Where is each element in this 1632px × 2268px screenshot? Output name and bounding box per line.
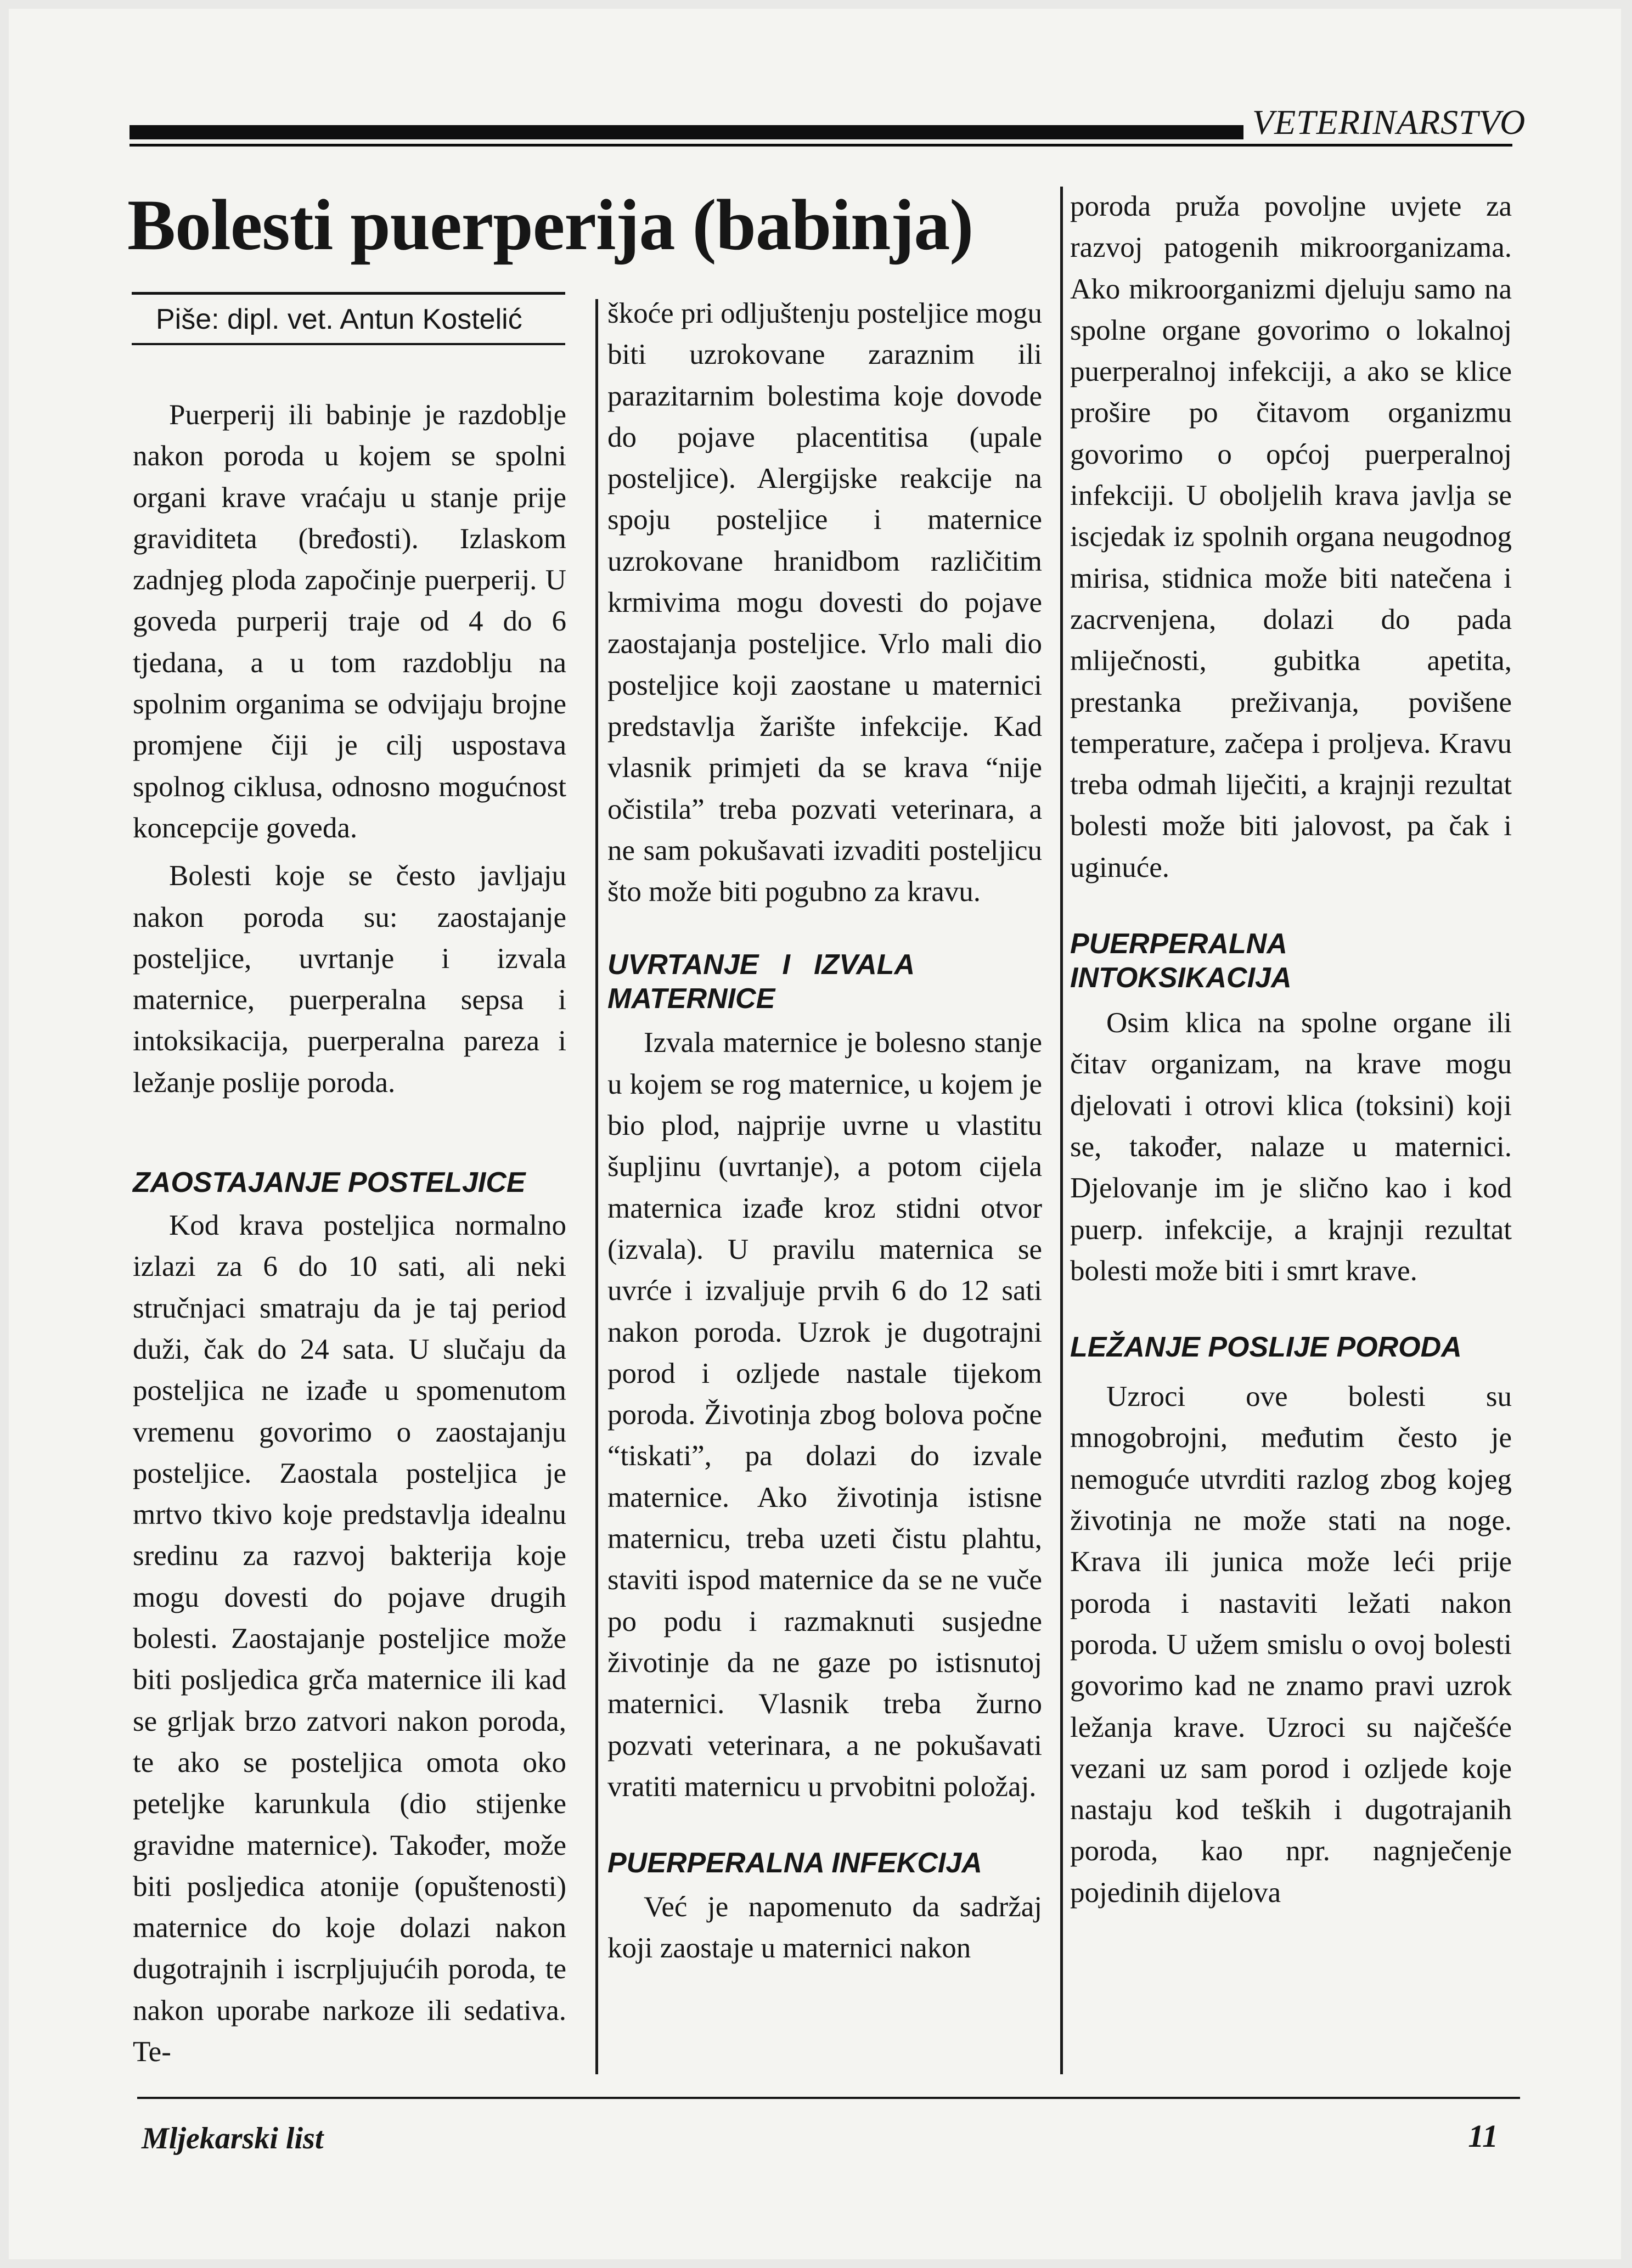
section-heading: UVRTANJE I IZVALA MATERNICE (607, 949, 915, 1015)
paragraph: Bolesti koje se često javljaju nakon poroda su: zaostajanje posteljice, uvrtanje i izvala maternice, puerperalna sepsa i intoksikacija, puerperalna pareza i ležanje poslije poroda. (133, 860, 566, 1099)
paragraph: Izvala maternice je bolesno stanje u kojem se rog maternice, u kojem je bio plod, najprije uvrne u vlastitu šupljinu (uvrtanje), a potom cijela maternica izađe kroz stidni otvor (izvala). U pravilu maternica se uvrće i izvaljuje prvih 6 do 12 sati nakon poroda. Uzrok je dugotrajni porod i ozljede nastale tijekom poroda. Životinja zbog bolova počne “tiskati”, pa dolazi do izvale maternice. Ako životinja istisne maternicu, treba uzeti čistu plahtu, staviti ispod maternice da se ne vuče po podu i razmaknuti susjedne životinje da ne gaze po istisnutoj maternici. Vlasnik treba žurno pozvati veterinara, a ne pokušavati vratiti maternicu u prvobitni položaj. (607, 1027, 1042, 1803)
paragraph: poroda pruža povoljne uvjete za razvoj patogenih mikroorganizama. Ako mikroorganizmi djeluju samo na spolne organe govorimo o lokalnoj puerperalnoj infekciji, a ako se klice prošire po čitavom organizmu govorimo o općoj puerperalnoj infekciji. U oboljelih krava javlja se iscjedak iz spolnih organa neugodnog mirisa, stidnica može biti natečena i zacrvenjena, dolazi do pada mliječnosti, gubitka apetita, prestanka preživanja, povišene temperature, začepa i proljeva. Kravu treba odmah liječiti, a krajnji rezultat bolesti može biti jalovost, pa čak i uginuće. (1070, 190, 1512, 883)
column-divider-2 (1060, 187, 1063, 2074)
byline: Piše: dipl. vet. Antun Kostelić (156, 303, 522, 335)
section-heading: PUERPERALNA INFEKCIJA (607, 1847, 982, 1879)
column-2 (607, 293, 1042, 1969)
section-heading: PUERPERALNA INTOKSIKACIJA (1070, 928, 1292, 994)
column-divider-1 (595, 299, 598, 2074)
page-number: 11 (1468, 2118, 1498, 2154)
publication-name: Mljekarski list (142, 2121, 324, 2156)
paragraph: Kod krava posteljica normalno izlazi za 6 do 10 sati, ali neki stručnjaci smatraju da je taj period duži, čak do 24 sata. U slučaju da posteljica ne izađe u spomenutom vremenu govorimo o zaostajanju posteljice. Zaostala posteljica je mrtvo tkivo koje predstavlja idealnu sredinu za razvoj bakterija koje mogu dovesti do pojave drugih bolesti. Zaostajanje posteljice može biti posljedica grča maternice ili kad se grljak brzo zatvori nakon poroda, te ako se posteljica omota oko peteljke karunkula (dio stijenke gravidne maternice). Također, može biti posljedica atonije (opuštenosti) maternice do koje dolazi nakon dugotrajnih i iscrpljujućih poroda, te nakon uporabe narkoze ili sedativa. Te- (133, 1209, 566, 2068)
column-3 (1070, 186, 1512, 1914)
section-heading: ZAOSTAJANJE POSTELJICE (133, 1167, 526, 1199)
article-title: Bolesti puerperija (babinja) (127, 184, 973, 265)
header-rule (130, 144, 1512, 147)
byline-rule-top (132, 292, 565, 295)
header-bar (130, 125, 1243, 139)
footer-rule (137, 2097, 1520, 2099)
paragraph: škoće pri odljuštenju posteljice mogu biti uzrokovane zaraznim ili parazitarnim bolestima koje dovode do pojave placentitisa (upale posteljice). Alergijske reakcije na spoju posteljice i maternice uzrokovane hranidbom različitim krmivima mogu dovesti do pojave zaostajanja posteljice. Vrlo mali dio posteljice koji zaostane u maternici predstavlja žarište infekcije. Kad vlasnik primjeti da se krava “nije očistila” treba pozvati veterinara, a ne sam pokušavati izvaditi posteljicu što može biti pogubno za kravu. (607, 297, 1042, 908)
paragraph: Puerperij ili babinje je razdoblje nakon poroda u kojem se spolni organi krave vraćaju u stanje prije graviditeta (bređosti). Izlaskom zadnjeg ploda započinje puerperij. U goveda purperij traje od 4 do 6 tjedana, a u tom razdoblju na spolnim organima se odvijaju brojne promjene čiji je cilj uspostava spolnog ciklusa, odnosno mogućnost koncepcije goveda. (133, 399, 566, 844)
section-heading: LEŽANJE POSLIJE PORODA (1070, 1331, 1462, 1364)
column-1 (133, 395, 566, 2073)
section-label: VETERINARSTVO (1252, 103, 1526, 142)
paragraph: Već je napomenuto da sadržaj koji zaostaje u maternici nakon (607, 1891, 1042, 1965)
paragraph: Uzroci ove bolesti su mnogobrojni, međutim često je nemoguće utvrditi razlog zbog kojeg životinja ne može stati na noge. Krava ili junica može leći prije poroda i nastaviti ležati nakon poroda. U užem smislu o ovoj bolesti govorimo kad ne znamo pravi uzrok ležanja krave. Uzroci su najčešće vezani uz sam porod i ozljede koje nastaju kod teških i dugotrajanih poroda, kao npr. nagnječenje pojedinih dijelova (1070, 1381, 1512, 1909)
paragraph: Osim klica na spolne organe ili čitav organizam, na krave mogu djelovati i otrovi klica (toksini) koji se, također, nalaze u maternici. Djelovanje im je slično kao i kod puerp. infekcije, a krajnji rezultat bolesti može biti i smrt krave. (1070, 1007, 1512, 1287)
byline-rule-bottom (132, 343, 565, 345)
